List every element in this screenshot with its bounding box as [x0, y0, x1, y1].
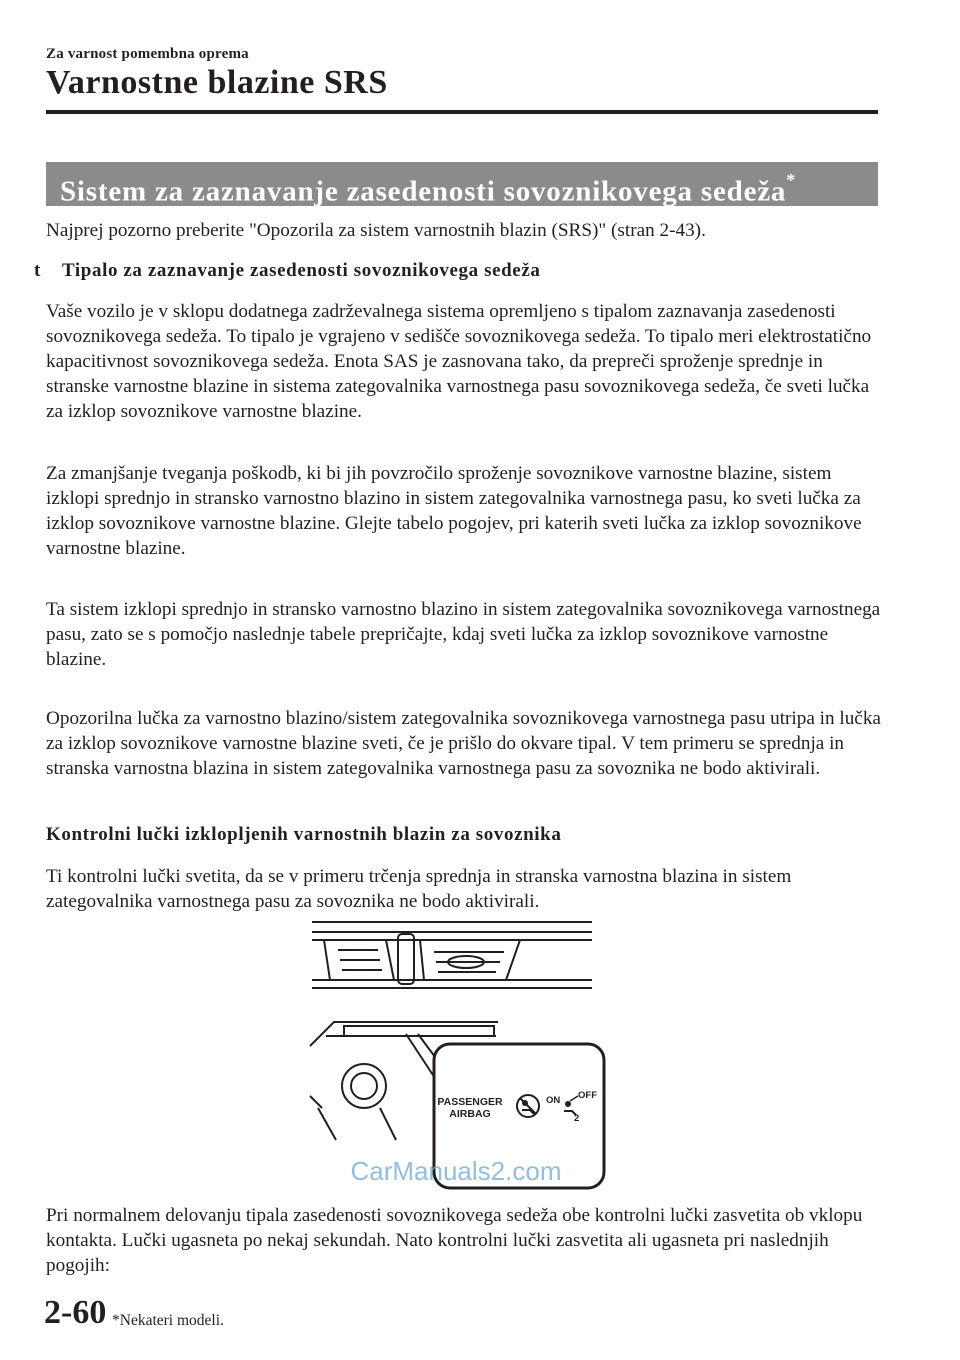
subsection-heading-indicators: Kontrolni lučki izklopljenih varnostnih blazin za sovoznika	[46, 824, 562, 845]
off-subscript: 2	[574, 1113, 580, 1124]
paragraph-sensor-description: Vaše vozilo je v sklopu dodatnega zadrževalnega sistema opremljeno s tipalom zaznavanja zasedenosti sovoznikovega sedeža. To tipalo je vgrajeno v sedišče sovoznikovega sedeža. To tipalo meri elektrostatično kapacitivnost sovoznikovega sedeža. Enota SAS je zasnovana tako, da prepreči sproženje sprednje in stranske varnostne blazine in sistema zategovalnika varnostnega pasu sovoznikovega sedeža, če sveti lučka za izklop sovoznikove varnostne blazine.	[46, 301, 872, 422]
off-label: OFF	[578, 1090, 597, 1101]
chapter-label: Za varnost pomembna oprema	[46, 46, 249, 62]
page-title: Varnostne blazine SRS	[46, 64, 388, 101]
subsection-heading-text: Tipalo za zaznavanje zasedenosti sovoznikovega sedeža	[62, 260, 541, 281]
page-number: 2-60	[44, 1294, 107, 1331]
passenger-label-line1: PASSENGER	[437, 1096, 503, 1108]
header-divider	[46, 110, 878, 114]
bullet-marker: t	[34, 260, 41, 281]
footnote-marker: *	[786, 170, 797, 190]
section-title-bar	[46, 162, 878, 206]
footnote-text: *Nekateri modeli.	[112, 1312, 224, 1329]
passenger-label-line2: AIRBAG	[449, 1108, 491, 1120]
subsection-heading-sensor	[34, 260, 540, 282]
section-title: Sistem za zaznavanje zasedenosti sovoznikovega sedeža	[60, 175, 787, 208]
paragraph-indicator-description: Ti kontrolni lučki svetita, da se v primeru trčenja sprednja in stranska varnostna blazina in sistem zategovalnika varnostnega pasu za sovoznika ne bodo aktivirali.	[46, 866, 792, 912]
on-label: ON	[546, 1095, 561, 1106]
paragraph-injury-risk: Za zmanjšanje tveganja poškodb, ki bi jih povzročilo sproženje sovoznikove varnostne blazine, sistem izklopi sprednjo in stransko varnostno blazino in sistem zategovalnika varnostnega pasu, ko sveti lučka za izklop sovoznikove varnostne blazine. Glejte tabelo pogojev, pri katerih sveti lučka za izklop sovoznikove varnostne blazine.	[46, 463, 862, 559]
dashboard-indicator-illustration	[308, 918, 608, 1190]
paragraph-normal-operation: Pri normalnem delovanju tipala zasedenosti sovoznikovega sedeža obe kontrolni lučki zasvetita ob vklopu kontakta. Lučki ugasneta po nekaj sekundah. Nato kontrolni lučki zasvetita ali ugasneta pri naslednjih pogojih:	[46, 1205, 863, 1276]
paragraph-warning-light: Opozorilna lučka za varnostno blazino/sistem zategovalnika sovoznikovega varnostnega pasu utripa in lučka za izklop sovoznikove varnostne blazine sveti, če je prišlo do okvare tipal. V tem primeru se sprednja in stranska varnostna blazina in sistem zategovalnika varnostnega pasu za sovoznika ne bodo aktivirali.	[46, 708, 881, 779]
intro-text: Najprej pozorno preberite "Opozorila za sistem varnostnih blazin (SRS)" (stran 2-43).	[46, 220, 706, 241]
watermark-text: CarManuals2.com	[350, 1156, 562, 1186]
air-vent-illustration	[312, 922, 592, 988]
paragraph-system-check: Ta sistem izklopi sprednjo in stransko varnostno blazino in sistem zategovalnika sovoznikovega varnostnega pasu, zato se s pomočjo naslednje tabele prepričajte, kdaj sveti lučka za izklop sovoznikove varnostne blazine.	[46, 599, 881, 670]
